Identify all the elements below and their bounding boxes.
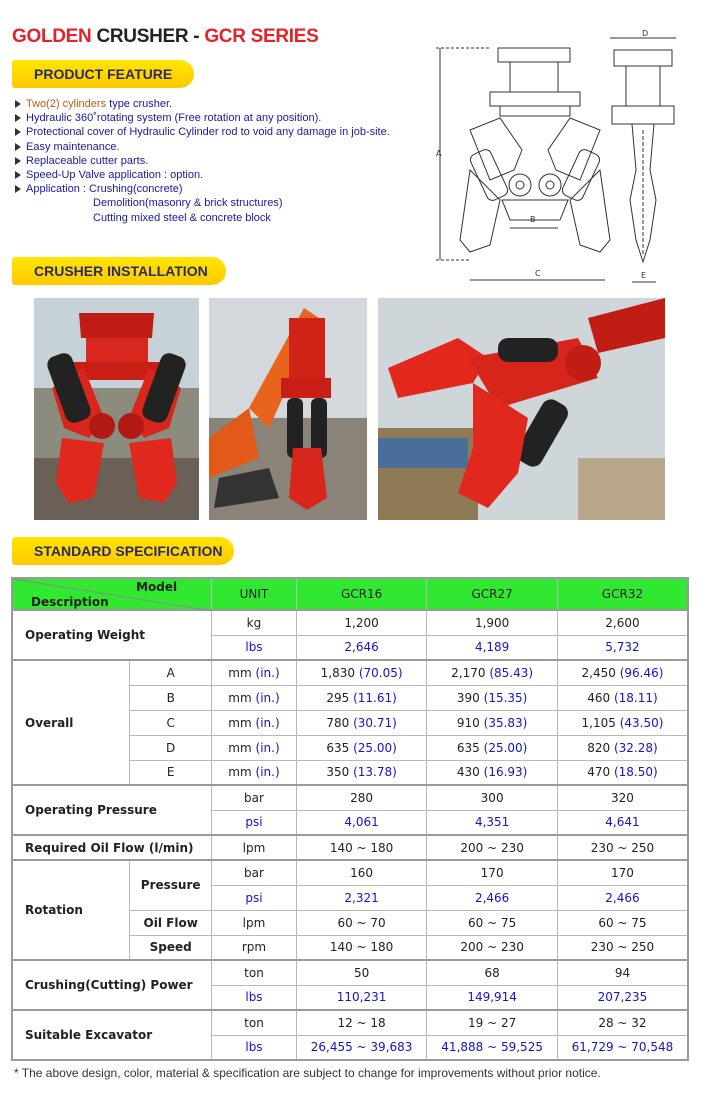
table-row: psi 2,321 2,466 2,466 bbox=[12, 885, 688, 910]
model-header: GCR16 bbox=[296, 578, 427, 610]
table-header-row bbox=[12, 578, 688, 610]
table-row: Operating Weight kg 1,200 1,900 2,600 bbox=[12, 610, 688, 635]
table-row: D mm (in.) 635 (25.00) 635 (25.00) 820 (32.28) bbox=[12, 735, 688, 760]
technical-drawing bbox=[430, 30, 690, 297]
table-row: C mm (in.) 780 (30.71) 910 (35.83) 1,105 (43.50) bbox=[12, 710, 688, 735]
page-title: GOLDEN CRUSHER - GCR SERIES bbox=[12, 26, 319, 47]
table-row: lbs 110,231 149,914 207,235 bbox=[12, 985, 688, 1010]
model-header: GCR32 bbox=[557, 578, 688, 610]
feature-item: Two(2) cylinders type crusher. bbox=[14, 97, 390, 111]
feature-item: Speed-Up Valve application : option. bbox=[14, 168, 390, 182]
dimension-label-d: D bbox=[642, 30, 649, 38]
feature-item: Hydraulic 360˚rotating system (Free rotation at any position). bbox=[14, 111, 390, 125]
specification-table bbox=[11, 577, 689, 1061]
table-row: Required Oil Flow (l/min) lpm 140 ~ 180 200 ~ 230 230 ~ 250 bbox=[12, 835, 688, 860]
model-header: GCR27 bbox=[427, 578, 558, 610]
table-row: Operating Pressure bar 280 300 320 bbox=[12, 785, 688, 810]
table-row: E mm (in.) 350 (13.78) 430 (16.93) 470 (18.50) bbox=[12, 760, 688, 785]
table-row: lbs 26,455 ~ 39,683 41,888 ~ 59,525 61,729 ~ 70,548 bbox=[12, 1035, 688, 1060]
standard-specification-banner: STANDARD SPECIFICATION bbox=[12, 537, 234, 565]
feature-list bbox=[14, 97, 390, 225]
crusher-installation-banner: CRUSHER INSTALLATION bbox=[12, 257, 226, 285]
feature-item: Cutting mixed steel & concrete block bbox=[93, 211, 271, 224]
feature-item: Replaceable cutter parts. bbox=[14, 154, 390, 168]
feature-item: Demolition(masonry & brick structures) bbox=[93, 197, 283, 210]
table-row: Speed rpm 140 ~ 180 200 ~ 230 230 ~ 250 bbox=[12, 935, 688, 960]
table-row: Rotation Pressure bar 160 170 170 bbox=[12, 860, 688, 885]
installation-photo-2 bbox=[209, 298, 367, 520]
table-row: Suitable Excavator ton 12 ~ 18 19 ~ 27 28 ~ 32 bbox=[12, 1010, 688, 1035]
dimension-label-a: A bbox=[436, 149, 442, 158]
side-view-drawing bbox=[610, 38, 676, 282]
table-row: B mm (in.) 295 (11.61) 390 (15.35) 460 (18.11) bbox=[12, 685, 688, 710]
disclaimer-note: * The above design, color, material & specification are subject to change for improvements without prior notice. bbox=[14, 1066, 601, 1080]
dimension-label-b: B bbox=[530, 215, 536, 224]
front-view-drawing bbox=[436, 48, 610, 280]
installation-photo-3 bbox=[378, 298, 665, 520]
feature-item: Application : Crushing(concrete) bbox=[14, 182, 390, 196]
feature-item: Protectional cover of Hydraulic Cylinder rod to void any damage in job-site. bbox=[14, 125, 390, 139]
table-row: Overall A mm (in.) 1,830 (70.05) 2,170 (85.43) 2,450 (96.46) bbox=[12, 660, 688, 685]
product-feature-banner: PRODUCT FEATURE bbox=[12, 60, 194, 88]
installation-photo-1 bbox=[34, 298, 199, 520]
unit-header: UNIT bbox=[212, 578, 297, 610]
dimension-label-e: E bbox=[641, 271, 647, 280]
dimension-label-c: C bbox=[535, 269, 541, 278]
feature-item: Easy maintenance. bbox=[14, 140, 390, 154]
table-row: Crushing(Cutting) Power ton 50 68 94 bbox=[12, 960, 688, 985]
model-description-header: Model Description bbox=[12, 578, 212, 610]
table-row: lbs 2,646 4,189 5,732 bbox=[12, 635, 688, 660]
table-row: psi 4,061 4,351 4,641 bbox=[12, 810, 688, 835]
table-row: Oil Flow lpm 60 ~ 70 60 ~ 75 60 ~ 75 bbox=[12, 910, 688, 935]
